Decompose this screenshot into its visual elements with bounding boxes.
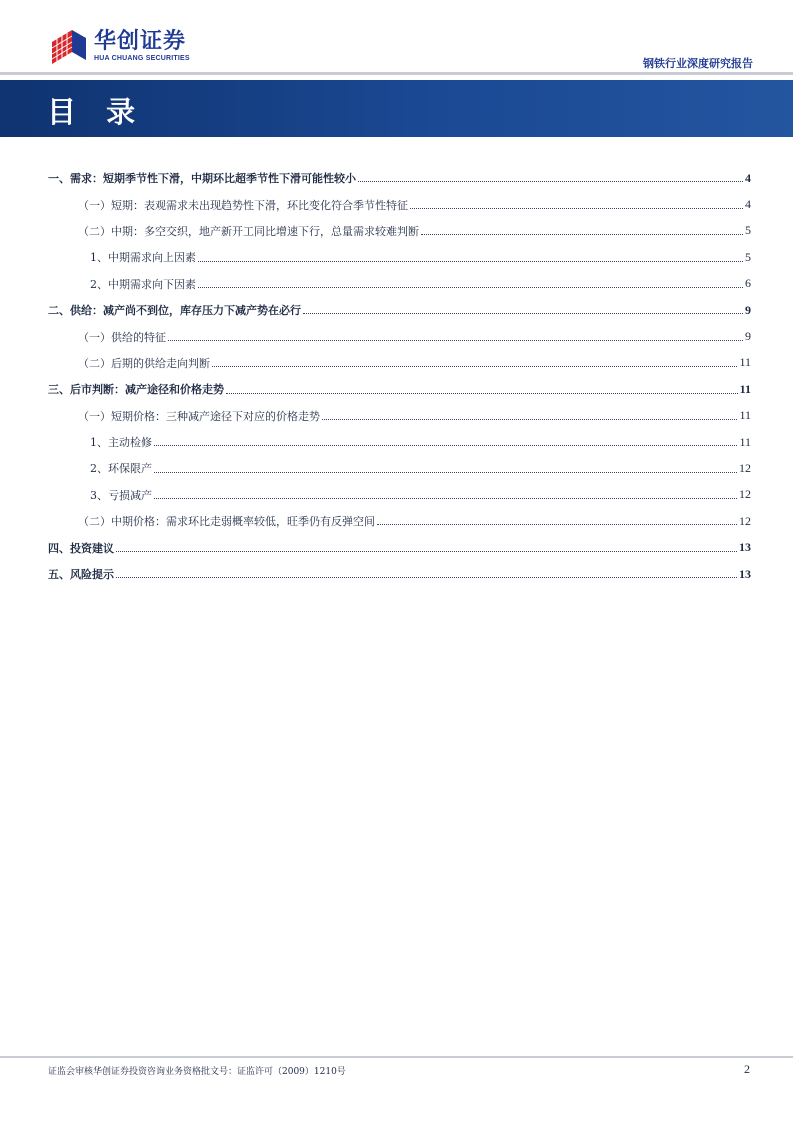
toc-entry[interactable]: [48, 376, 751, 402]
toc-entry-title: （二）中期价格：需求环比走弱概率较低，旺季仍有反弹空间: [78, 515, 375, 529]
toc-entry-title: 三、后市判断：减产途径和价格走势: [48, 383, 224, 397]
toc-dot-leader: [358, 180, 743, 182]
toc-entry-page: 12: [739, 513, 751, 528]
toc-entry-page: 6: [745, 276, 751, 291]
toc-entry[interactable]: [48, 534, 751, 560]
toc-dot-leader: [154, 471, 737, 473]
page-title: 目 录: [47, 95, 146, 129]
toc-entry-page: 5: [745, 223, 751, 238]
logo-english-name: HUA CHUANG SECURITIES: [94, 55, 190, 62]
toc-entry[interactable]: [48, 508, 751, 534]
toc-entry-title: 2、环保限产: [90, 462, 152, 476]
toc-entry-page: 9: [745, 329, 751, 344]
toc-entry[interactable]: [48, 429, 751, 455]
toc-dot-leader: [303, 312, 743, 314]
toc-entry[interactable]: [48, 403, 751, 429]
toc-dot-leader: [322, 418, 737, 420]
toc-entry-page: 11: [739, 381, 751, 396]
toc-dot-leader: [116, 550, 737, 552]
report-type-label: 钢铁行业深度研究报告: [643, 57, 753, 70]
toc-entry[interactable]: [48, 244, 751, 270]
footer-disclaimer: 证监会审核华创证券投资咨询业务资格批文号：证监许可（2009）1210号: [48, 1067, 346, 1077]
toc-entry-title: （二）后期的供给走向判断: [78, 356, 210, 370]
toc-entry-title: （一）短期价格：三种减产途径下对应的价格走势: [78, 409, 320, 423]
header-divider: [0, 72, 793, 75]
toc-entry-page: 4: [745, 170, 751, 185]
toc-entry[interactable]: [48, 350, 751, 376]
toc-entry-title: 1、中期需求向上因素: [90, 251, 196, 265]
toc-entry-page: 4: [745, 197, 751, 212]
toc-entry-page: 12: [739, 487, 751, 502]
toc-entry-page: 9: [745, 302, 751, 317]
toc-entry-page: 11: [739, 434, 751, 449]
title-banner: [0, 80, 793, 137]
toc-entry[interactable]: [48, 191, 751, 217]
toc-entry-page: 5: [745, 249, 751, 264]
toc-entry-title: 1、主动检修: [90, 436, 152, 450]
toc-entry[interactable]: [48, 323, 751, 349]
toc-entry-page: 12: [739, 460, 751, 475]
toc-entry-title: （一）短期：表观需求未出现趋势性下滑，环比变化符合季节性特征: [78, 198, 408, 212]
toc-entry-page: 13: [739, 540, 751, 555]
toc-entry-page: 13: [739, 566, 751, 581]
company-logo: [50, 28, 190, 66]
toc-dot-leader: [198, 286, 743, 288]
toc-entry[interactable]: [48, 271, 751, 297]
toc-entry[interactable]: [48, 561, 751, 587]
toc-dot-leader: [377, 523, 737, 525]
toc-entry[interactable]: [48, 455, 751, 481]
toc-dot-leader: [410, 207, 743, 209]
toc-entry-title: 一、需求：短期季节性下滑，中期环比超季节性下滑可能性较小: [48, 172, 356, 186]
toc-dot-leader: [226, 392, 738, 394]
toc-entry-page: 11: [739, 355, 751, 370]
logo-mark-icon: [50, 28, 88, 66]
toc-entry[interactable]: [48, 482, 751, 508]
toc-entry[interactable]: [48, 218, 751, 244]
toc-dot-leader: [168, 339, 743, 341]
table-of-contents: [48, 165, 751, 587]
toc-dot-leader: [198, 260, 743, 262]
toc-dot-leader: [116, 576, 737, 578]
toc-dot-leader: [212, 365, 737, 367]
toc-entry[interactable]: [48, 297, 751, 323]
footer-divider: [0, 1056, 793, 1058]
toc-entry-page: 11: [739, 408, 751, 423]
toc-entry-title: 四、投资建议: [48, 541, 114, 555]
page-number: 2: [744, 1062, 750, 1076]
toc-entry-title: 二、供给：减产尚不到位，库存压力下减产势在必行: [48, 304, 301, 318]
toc-entry-title: 五、风险提示: [48, 568, 114, 582]
toc-dot-leader: [421, 233, 743, 235]
toc-entry-title: 3、亏损减产: [90, 488, 152, 502]
toc-entry[interactable]: [48, 165, 751, 191]
toc-dot-leader: [154, 497, 737, 499]
toc-dot-leader: [154, 444, 737, 446]
logo-chinese-name: 华创证券: [94, 29, 187, 54]
toc-entry-title: （二）中期：多空交织，地产新开工同比增速下行，总量需求较难判断: [78, 224, 419, 238]
toc-entry-title: 2、中期需求向下因素: [90, 277, 196, 291]
toc-entry-title: （一）供给的特征: [78, 330, 166, 344]
